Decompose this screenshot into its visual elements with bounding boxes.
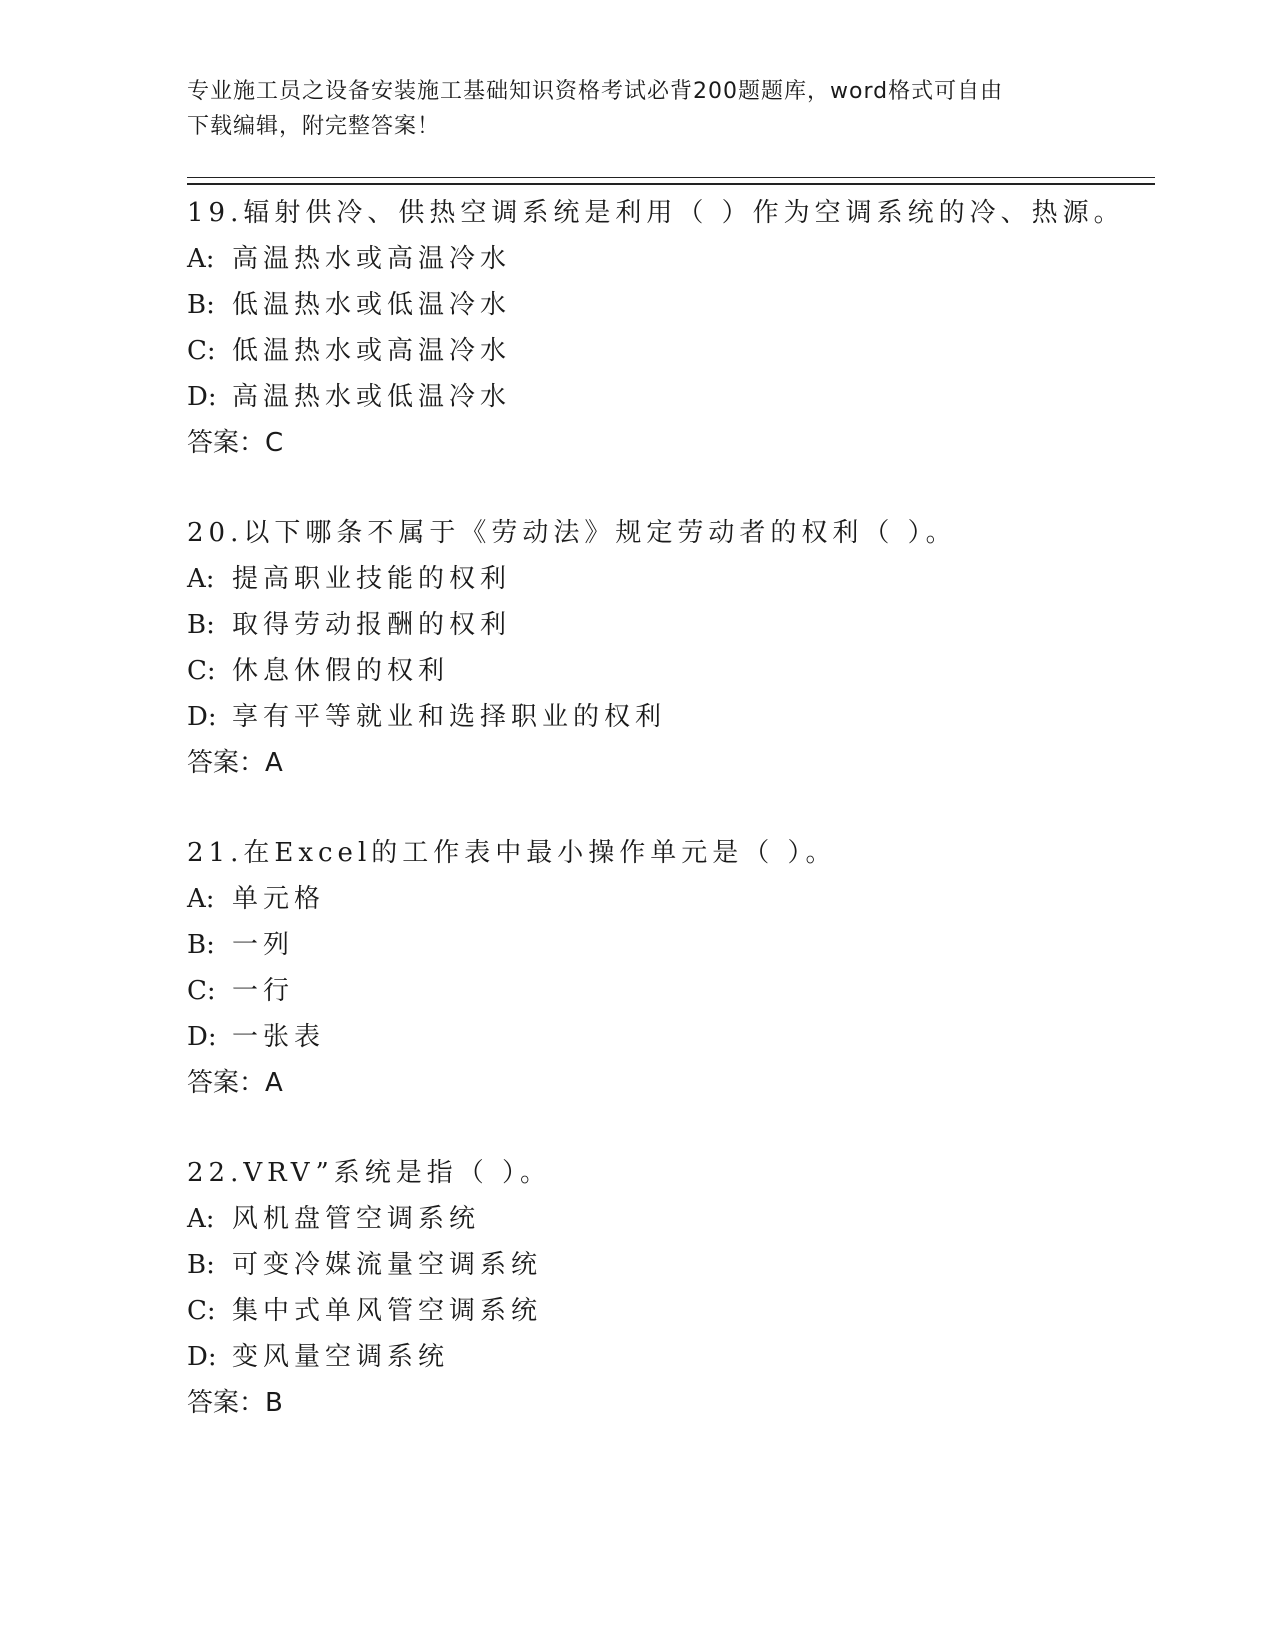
option-letter: D: <box>187 1022 217 1052</box>
option-letter: A: <box>187 244 215 274</box>
header-line-1: 专业施工员之设备安装施工基础知识资格考试必背200题题库，word格式可自由 <box>187 79 1004 104</box>
option-letter: C: <box>187 976 216 1006</box>
option-a <box>187 556 1155 602</box>
question-list <box>187 190 1155 1470</box>
answer-line: 答案：B <box>187 1388 283 1418</box>
option-text: 高温热水或低温冷水 <box>232 382 512 412</box>
option-letter: C: <box>187 1296 216 1326</box>
option-letter: A: <box>187 884 215 914</box>
option-a <box>187 1196 1155 1242</box>
option-letter: B: <box>187 610 215 640</box>
option-text: 取得劳动报酬的权利 <box>232 610 512 640</box>
option-letter: B: <box>187 290 215 320</box>
header-divider <box>187 177 1155 185</box>
header-line-2: 下载编辑，附完整答案！ <box>187 114 441 139</box>
option-letter: C: <box>187 336 216 366</box>
option-text: 低温热水或低温冷水 <box>232 290 512 320</box>
option-text: 休息休假的权利 <box>232 656 450 686</box>
option-text: 单元格 <box>232 884 326 914</box>
option-c <box>187 648 1155 694</box>
option-text: 一行 <box>232 976 295 1006</box>
question-stem: 20.以下哪条不属于《劳动法》规定劳动者的权利（ ）。 <box>187 518 957 548</box>
option-text: 高温热水或高温冷水 <box>232 244 512 274</box>
option-text: 一列 <box>232 930 295 960</box>
option-text: 变风量空调系统 <box>232 1342 450 1372</box>
option-letter: B: <box>187 1250 215 1280</box>
option-b <box>187 922 1155 968</box>
question-stem: 21.在Excel的工作表中最小操作单元是（ ）。 <box>187 838 837 868</box>
answer-line: 答案：A <box>187 1068 283 1098</box>
option-text: 享有平等就业和选择职业的权利 <box>232 702 667 732</box>
option-d <box>187 374 1155 420</box>
option-text: 低温热水或高温冷水 <box>232 336 512 366</box>
option-c <box>187 328 1155 374</box>
option-text: 风机盘管空调系统 <box>232 1204 481 1234</box>
option-c <box>187 1288 1155 1334</box>
option-a <box>187 876 1155 922</box>
option-d <box>187 694 1155 740</box>
option-text: 集中式单风管空调系统 <box>232 1296 543 1326</box>
option-letter: D: <box>187 382 217 412</box>
option-text: 一张表 <box>232 1022 326 1052</box>
option-letter: D: <box>187 702 217 732</box>
option-letter: C: <box>187 656 216 686</box>
question-19 <box>187 190 1155 466</box>
option-b <box>187 602 1155 648</box>
option-letter: B: <box>187 930 215 960</box>
option-b <box>187 282 1155 328</box>
question-21 <box>187 830 1155 1106</box>
question-stem: 19.辐射供冷、供热空调系统是利用（ ）作为空调系统的冷、热源。 <box>187 198 1125 228</box>
option-d <box>187 1334 1155 1380</box>
question-22 <box>187 1150 1155 1426</box>
option-letter: D: <box>187 1342 217 1372</box>
question-stem: 22.VRV”系统是指（ ）。 <box>187 1158 552 1188</box>
answer-line: 答案：C <box>187 428 284 458</box>
option-d <box>187 1014 1155 1060</box>
question-20 <box>187 510 1155 786</box>
option-c <box>187 968 1155 1014</box>
document-header <box>187 74 1087 144</box>
answer-line: 答案：A <box>187 748 283 778</box>
option-text: 提高职业技能的权利 <box>232 564 512 594</box>
option-letter: A: <box>187 564 215 594</box>
option-b <box>187 1242 1155 1288</box>
option-a <box>187 236 1155 282</box>
option-letter: A: <box>187 1204 215 1234</box>
option-text: 可变冷媒流量空调系统 <box>232 1250 543 1280</box>
